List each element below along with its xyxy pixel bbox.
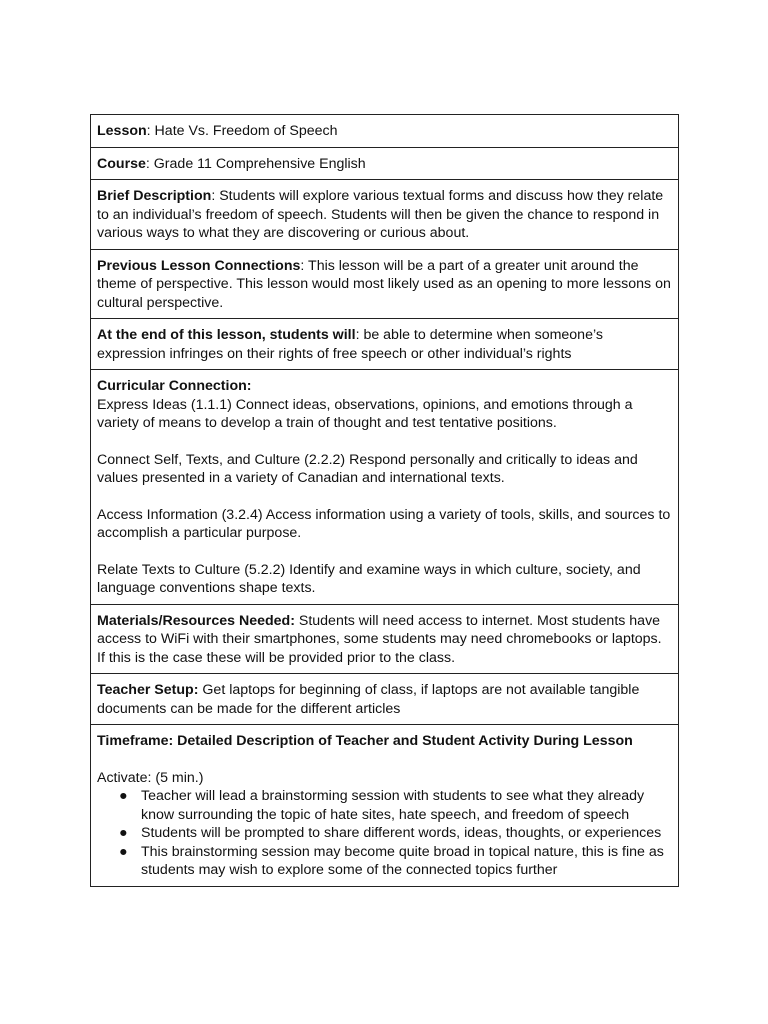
previous-lesson-text: : This lesson will be a part of a greater unit around the theme of perspective. This lesson would most likely used as an opening to more lessons on cultural perspective. — [97, 257, 671, 311]
list-item-text: Students will be prompted to share different words, ideas, thoughts, or experiences — [141, 825, 662, 841]
curricular-item: Connect Self, Texts, and Culture (2.2.2) Respond personally and critically to ideas and values presented in a variety of Canadian and international texts. — [97, 451, 638, 486]
bullet-icon: ● — [119, 843, 128, 860]
brief-description-text: : Students will explore various textual forms and discuss how they relate to an individual’s freedom of speech. Students will then be given the chance to respond in various ways to what they are discovering or curious about. — [97, 188, 664, 241]
activity-list — [97, 787, 672, 880]
timeframe-label: Timeframe: Detailed Description of Teacher and Student Activity During Lesson — [97, 733, 633, 749]
list-item-text: Teacher will lead a brainstorming session with students to see what they already know surrounding the topic of hate sites, hate speech, and freedom of speech — [141, 788, 645, 823]
lesson-label: Lesson — [97, 123, 147, 139]
brief-description-row — [91, 180, 678, 250]
list-item — [119, 843, 672, 880]
curricular-connection-label: Curricular Connection: — [97, 378, 252, 394]
materials-label: Materials/Resources Needed: — [97, 612, 295, 629]
list-item — [119, 787, 672, 824]
timeframe-row — [91, 725, 678, 886]
curricular-item: Access Information (3.2.4) Access information using a variety of tools, skills, and sources to accomplish a particular purpose. — [97, 506, 671, 541]
curricular-item: Express Ideas (1.1.1) Connect ideas, observations, opinions, and emotions through a variety of means to develop a train of thought and test tentative positions. — [97, 396, 633, 431]
course-label: Course — [97, 155, 146, 172]
activate-heading: Activate: (5 min.) — [97, 769, 204, 786]
brief-description-label: Brief Description — [97, 188, 212, 204]
bullet-icon: ● — [119, 788, 128, 804]
previous-lesson-label: Previous Lesson Connections — [97, 257, 301, 274]
lesson-plan-table — [90, 114, 679, 887]
lesson-row — [91, 115, 678, 148]
bullet-icon: ● — [119, 825, 128, 841]
outcome-text: : be able to determine when someone’s expression infringes on their rights of free speech or other individual’s rights — [97, 327, 603, 362]
previous-lesson-row — [91, 250, 678, 320]
outcome-label: At the end of this lesson, students will — [97, 327, 356, 343]
list-item — [119, 824, 672, 843]
teacher-setup-row — [91, 674, 678, 725]
course-text: : Grade 11 Comprehensive English — [145, 155, 366, 172]
outcome-row — [91, 319, 678, 370]
curricular-item: Relate Texts to Culture (5.2.2) Identify and examine ways in which culture, society, and language conventions shape texts. — [97, 561, 641, 596]
teacher-setup-text: Get laptops for beginning of class, if laptops are not available tangible documents can be made for the different articles — [97, 682, 640, 717]
list-item-text: This brainstorming session may become quite broad in topical nature, this is fine as students may wish to explore some of the connected topics further — [141, 843, 664, 878]
teacher-setup-label: Teacher Setup: — [97, 682, 199, 698]
materials-text: Students will need access to internet. Most students have access to WiFi with their smartphones, some students may need chromebooks or laptops. If this is the case these will be provided prior to the class. — [97, 612, 662, 666]
materials-row — [91, 605, 678, 675]
course-row — [91, 148, 678, 181]
lesson-text: : Hate Vs. Freedom of Speech — [146, 123, 338, 139]
curricular-connection-row — [91, 370, 678, 605]
